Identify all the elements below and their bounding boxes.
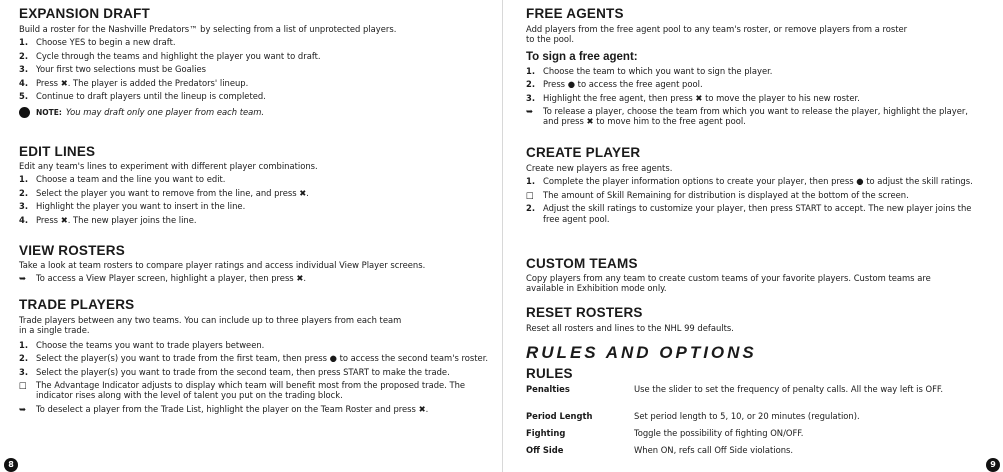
rule-text: Toggle the possibility of fighting ON/OFF. bbox=[634, 428, 804, 438]
page-number-badge: 8 bbox=[4, 458, 18, 472]
section-title: RESET ROSTERS bbox=[526, 305, 643, 320]
list-item: ➥ To release a player, choose the team from which you want to release the player, highlight the player, and press ✖ to move him to the free agent pool. bbox=[526, 106, 968, 127]
steps-list bbox=[526, 176, 986, 224]
list-item: □ The Advantage Indicator adjusts to display which team will benefit most from the proposed trade. The indicator rises along with the level of talent you put on the trading block. bbox=[19, 380, 466, 401]
rule-label: Penalties bbox=[526, 384, 570, 394]
page-divider bbox=[502, 0, 503, 472]
list-item: 5. Continue to draft players until the lineup is completed. bbox=[19, 91, 266, 102]
free-agents-section bbox=[526, 6, 986, 127]
steps-list bbox=[19, 174, 489, 225]
note-label: NOTE: bbox=[36, 108, 62, 118]
note bbox=[19, 107, 489, 118]
list-item: 2. Adjust the skill ratings to customize your player, then press START to accept. The new player joins the free agent pool. bbox=[526, 203, 972, 224]
steps-list bbox=[19, 273, 489, 283]
steps-list bbox=[19, 340, 489, 414]
section-title: RULES bbox=[526, 366, 573, 381]
list-item: □ The amount of Skill Remaining for distribution is displayed at the bottom of the screen. bbox=[526, 189, 909, 200]
section-title: FREE AGENTS bbox=[526, 6, 624, 21]
list-item: 2. Select the player you want to remove from the line, and press ✖. bbox=[19, 187, 309, 198]
list-item: 2. Select the player(s) you want to trade from the first team, then press ● to access the second team's roster. bbox=[19, 353, 489, 364]
section-intro: Reset all rosters and lines to the NHL 99 defaults. bbox=[526, 323, 734, 333]
list-item: 4. Press ✖. The player is added the Predators' lineup. bbox=[19, 77, 249, 88]
custom-teams-section bbox=[526, 256, 986, 294]
view-rosters-section bbox=[19, 243, 489, 284]
section-intro: Copy players from any team to create custom teams of your favorite players. Custom teams are bbox=[526, 273, 931, 283]
rule-text: Set period length to 5, 10, or 20 minutes (regulation). bbox=[634, 411, 860, 421]
list-item: 1. Choose a team and the line you want to edit. bbox=[19, 174, 226, 185]
list-item: 3. Highlight the free agent, then press ✖ to move the player to his new roster. bbox=[526, 92, 860, 103]
section-title: TRADE PLAYERS bbox=[19, 297, 135, 312]
chapter-title: RULES AND OPTIONS bbox=[526, 343, 757, 362]
rules-section bbox=[526, 366, 986, 464]
page-number-badge: 9 bbox=[986, 458, 1000, 472]
section-intro: Create new players as free agents. bbox=[526, 163, 673, 173]
list-item: 4. Press ✖. The new player joins the line. bbox=[19, 214, 197, 225]
expansion-draft-section bbox=[19, 6, 489, 118]
section-intro: Build a roster for the Nashville Predators™ by selecting from a list of unprotected players. bbox=[19, 24, 397, 34]
steps-list bbox=[19, 37, 489, 101]
subsection-title: To sign a free agent: bbox=[526, 50, 638, 63]
rule-label: Off Side bbox=[526, 445, 564, 455]
note-bullet-icon bbox=[19, 107, 30, 118]
list-item: 2. Cycle through the teams and highlight the player you want to draft. bbox=[19, 50, 321, 61]
section-intro-cont: to the pool. bbox=[526, 34, 575, 45]
rule-label: Period Length bbox=[526, 411, 593, 421]
section-title: EDIT LINES bbox=[19, 144, 96, 159]
section-title: EXPANSION DRAFT bbox=[19, 6, 151, 21]
list-item: ➥ To access a View Player screen, highlight a player, then press ✖. bbox=[19, 273, 307, 284]
list-item: 1. Complete the player information options to create your player, then press ● to adjust the skill ratings. bbox=[526, 176, 973, 187]
section-intro: Edit any team's lines to experiment with different player combinations. bbox=[19, 161, 318, 171]
section-title: CUSTOM TEAMS bbox=[526, 256, 638, 271]
section-intro: Trade players between any two teams. You can include up to three players from each team bbox=[19, 315, 402, 325]
rule-text: Use the slider to set the frequency of penalty calls. All the way left is OFF. bbox=[634, 384, 944, 394]
list-item: 1. Choose YES to begin a new draft. bbox=[19, 37, 176, 48]
section-intro-cont: available in Exhibition mode only. bbox=[526, 283, 667, 294]
edit-lines-section bbox=[19, 144, 489, 225]
list-item: 1. Choose the teams you want to trade players between. bbox=[19, 339, 265, 350]
steps-list bbox=[526, 66, 986, 127]
rule-label: Fighting bbox=[526, 428, 566, 438]
section-intro: Take a look at team rosters to compare player ratings and access individual View Player screens. bbox=[19, 260, 426, 270]
section-intro: Add players from the free agent pool to any team's roster, or remove players from a roster bbox=[526, 24, 908, 34]
reset-rosters-section bbox=[526, 305, 986, 333]
list-item: 3. Select the player(s) you want to trade from the second team, then press START to make the trade. bbox=[19, 366, 450, 377]
list-item: 3. Highlight the player you want to insert in the line. bbox=[19, 201, 246, 212]
create-player-section bbox=[526, 145, 986, 224]
rule-text: When ON, refs call Off Side violations. bbox=[634, 445, 794, 455]
list-item: 1. Choose the team to which you want to sign the player. bbox=[526, 65, 773, 76]
section-title: CREATE PLAYER bbox=[526, 145, 641, 160]
section-title: VIEW ROSTERS bbox=[19, 243, 125, 258]
list-item: 3. Your first two selections must be Goalies bbox=[19, 64, 206, 75]
section-intro-cont: in a single trade. bbox=[19, 325, 90, 336]
rules-and-options-heading bbox=[526, 344, 986, 362]
trade-players-section bbox=[19, 297, 489, 414]
rules-table bbox=[526, 384, 986, 464]
note-text: You may draft only one player from each team. bbox=[65, 107, 265, 118]
list-item: ➥ To deselect a player from the Trade List, highlight the player on the Team Roster and press ✖. bbox=[19, 403, 429, 414]
list-item: 2. Press ● to access the free agent pool. bbox=[526, 79, 703, 90]
